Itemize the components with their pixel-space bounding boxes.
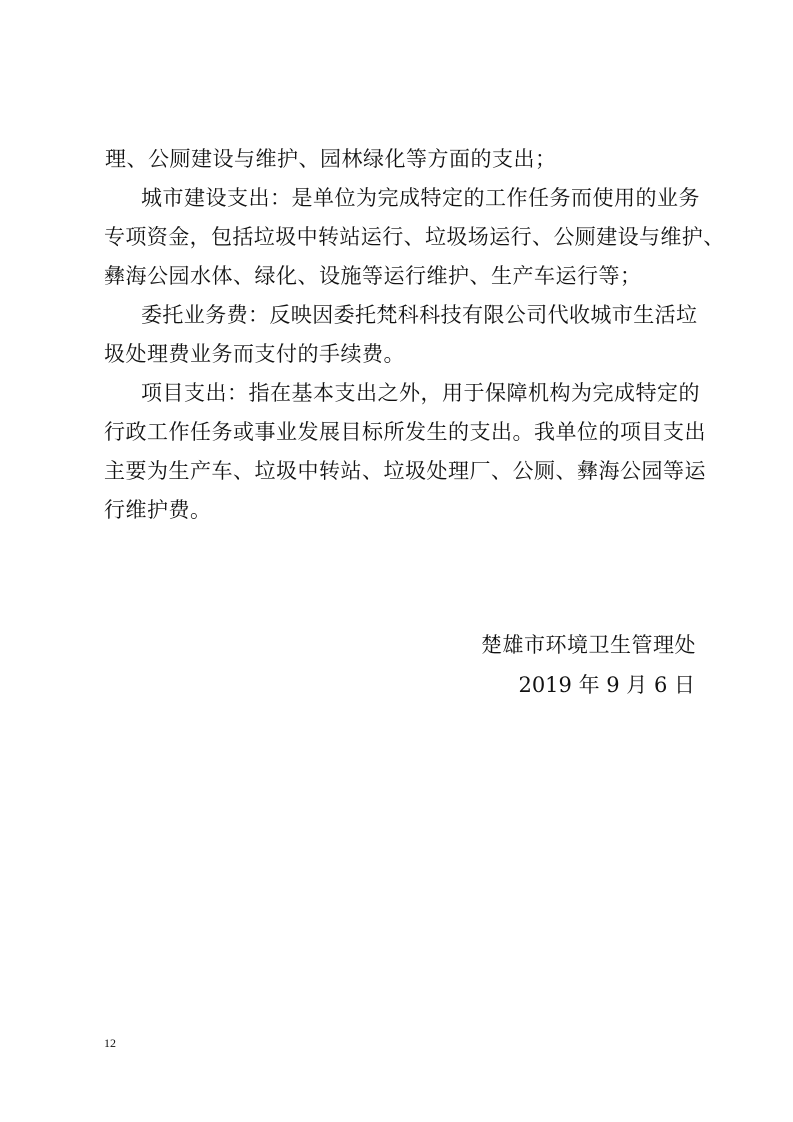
body-text-line: 理、公厕建设与维护、园林绿化等方面的支出； <box>105 147 557 171</box>
body-text-line: 行维护费。 <box>104 498 212 522</box>
body-text-line: 行政工作任务或事业发展目标所发生的支出。我单位的项目支出 <box>104 420 706 444</box>
body-text-line: 专项资金，包括垃圾中转站运行、垃圾场运行、公厕建设与维护、 <box>104 225 725 249</box>
paragraph-commission-fee: 委托业务费：反映因委托梵科科技有限公司代收城市生活垃 <box>141 303 698 327</box>
body-text-line: 圾处理费业务而支付的手续费。 <box>104 342 405 366</box>
paragraph-urban-construction-expense: 城市建设支出：是单位为完成特定的工作任务而使用的业务 <box>141 186 700 210</box>
body-text-line: 彝海公园水体、绿化、设施等运行维护、生产车运行等； <box>104 264 642 288</box>
body-text-line: 主要为生产车、垃圾中转站、垃圾处理厂、公厕、彝海公园等运 <box>104 459 706 483</box>
paragraph-project-expense: 项目支出：指在基本支出之外，用于保障机构为完成特定的 <box>141 381 700 405</box>
page-number: 12 <box>104 1036 116 1050</box>
signature-organization: 楚雄市环境卫生管理处 <box>481 633 696 657</box>
signature-date: 2019 年 9 月 6 日 <box>518 673 695 697</box>
